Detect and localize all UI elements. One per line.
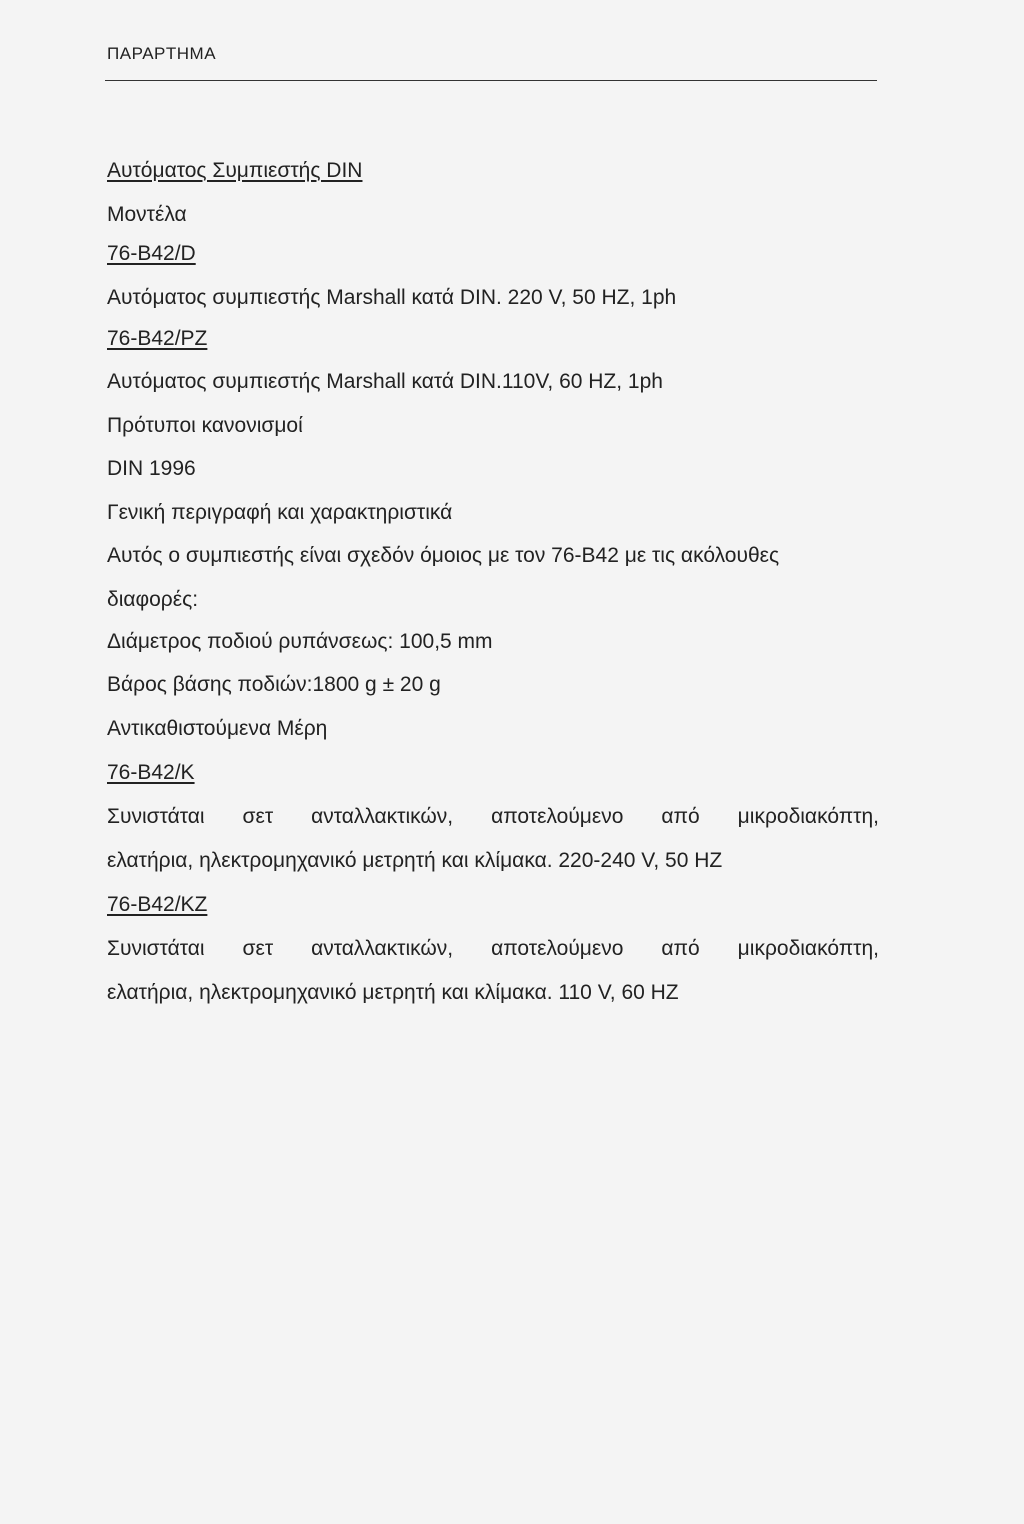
- model-description: Αυτόματος συμπιεστής Marshall κατά DIN.110V, 60 HZ, 1ph: [107, 370, 663, 393]
- model-code: 76-B42/D: [107, 242, 196, 265]
- spare-part-code: 76-B42/KZ: [107, 893, 208, 916]
- spare-parts-label: Αντικαθιστούμενα Μέρη: [107, 717, 328, 740]
- standard-value: DIN 1996: [107, 457, 196, 480]
- general-description-text: διαφορές:: [107, 588, 199, 611]
- model-description: Αυτόματος συμπιεστής Marshall κατά DIN. 220 V, 50 HZ, 1ph: [107, 286, 677, 309]
- spare-part-description: ελατήρια, ηλεκτρομηχανικό μετρητή και κλίμακα. 220-240 V, 50 HZ: [107, 849, 723, 872]
- spare-part-description: Συνιστάται σετ ανταλλακτικών, αποτελούμενο από μικροδιακόπτη,: [107, 937, 879, 960]
- header-rule: [105, 80, 877, 81]
- general-description-label: Γενική περιγραφή και χαρακτηριστικά: [107, 501, 453, 524]
- spare-part-code: 76-B42/K: [107, 761, 195, 784]
- standards-label: Πρότυποι κανονισμοί: [107, 414, 303, 437]
- model-code: 76-B42/PZ: [107, 327, 208, 350]
- spare-part-description: ελατήρια, ηλεκτρομηχανικό μετρητή και κλίμακα. 110 V, 60 HZ: [107, 981, 679, 1004]
- spare-part-description: Συνιστάται σετ ανταλλακτικών, αποτελούμενο από μικροδιακόπτη,: [107, 805, 879, 828]
- diameter-spec: Διάμετρος ποδιού ρυπάνσεως: 100,5 mm: [107, 630, 493, 653]
- section-heading: Αυτόματος Συμπιεστής DIN: [107, 159, 363, 182]
- general-description-text: Αυτός ο συμπιεστής είναι σχεδόν όμοιος με τον 76-B42 με τις ακόλουθες: [107, 544, 780, 567]
- models-label: Μοντέλα: [107, 203, 187, 226]
- weight-spec: Βάρος βάσης ποδιών:1800 g ± 20 g: [107, 673, 441, 696]
- running-header: ΠΑΡΑΡΤΗΜΑ: [107, 44, 217, 63]
